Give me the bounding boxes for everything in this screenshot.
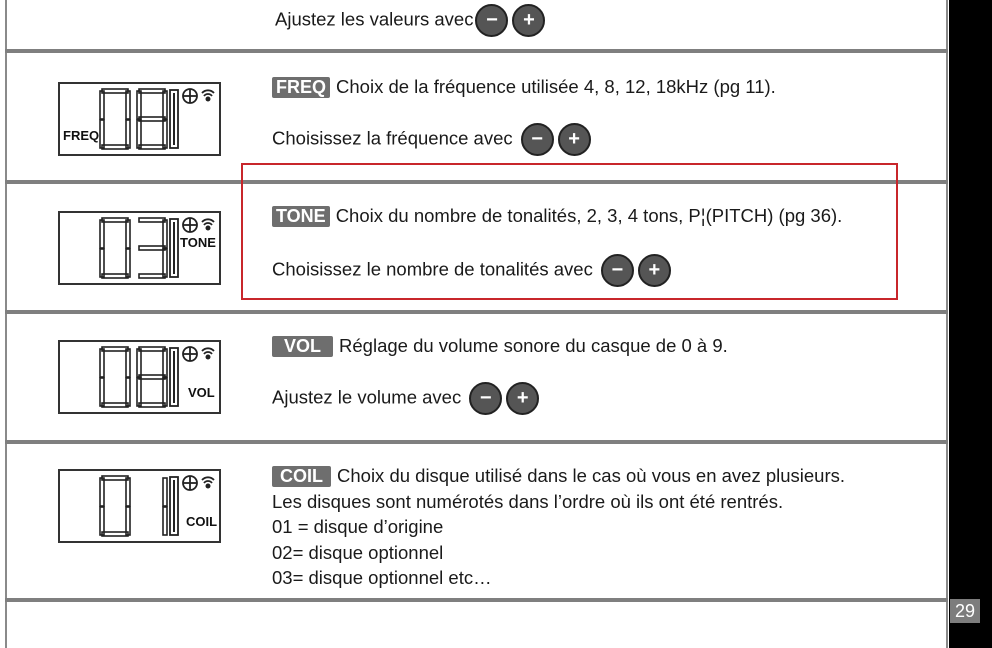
lcd-segment [100,249,104,277]
lcd-segment [102,145,128,149]
wireless-icon-arc [204,94,212,96]
lcd-label: TONE [180,235,216,250]
lcd-digits-graphic [60,471,220,541]
intro-line [275,4,545,37]
wireless-icon-arc [204,481,212,483]
tone-adjust-line [272,254,671,287]
coil-tag: COIL [272,466,331,487]
freq-adjust-line [272,123,591,156]
lcd-segment [139,89,165,93]
lcd-segment [102,274,128,278]
coil-line1: Choix du disque utilisé dans le cas où vous en avez plusieurs. [337,465,846,486]
lcd-segment [139,117,165,121]
lcd-segment [139,347,165,351]
lcd-segment [126,478,130,506]
lcd-segment [100,220,104,248]
lcd-segment [137,91,141,119]
lcd-segment [102,89,128,93]
lcd-segment [163,120,167,148]
lcd-digits-graphic [60,84,220,154]
lcd-label: FREQ [63,128,100,143]
lcd-digits-graphic [60,342,220,412]
lcd-display-tone [58,211,221,285]
wireless-icon-arc [202,90,214,93]
page-number: 29 [950,599,980,623]
wireless-icon [206,355,211,360]
lcd-segment [126,249,130,277]
lcd-segment [139,375,165,379]
lcd-segment [126,220,130,248]
lcd-segment [163,349,167,377]
lcd-segment [100,120,104,148]
freq-line2: Choisissez la fréquence avec [272,127,513,149]
lcd-segment [100,378,104,406]
lcd-segment [163,507,167,535]
lcd-segment [139,145,165,149]
lcd-segment [100,91,104,119]
vol-line1: Réglage du volume sonore du casque de 0 à 9. [339,335,728,356]
lcd-label: VOL [188,385,215,400]
coil-line: 01 = disque d’origine [272,516,444,537]
vol-description [272,335,728,357]
page-edge-bar [949,0,992,648]
lcd-segment [163,478,167,506]
lcd-segment [100,478,104,506]
lcd-bar-fill [173,480,175,532]
freq-description [272,76,776,98]
page-border-left [5,0,7,648]
lcd-segment [163,220,167,248]
plus-button: + [512,4,545,37]
tone-tag: TONE [272,206,330,227]
lcd-label: COIL [186,514,218,529]
page-border-right [946,0,948,648]
lcd-display-coil [58,469,221,543]
lcd-segment [126,378,130,406]
lcd-segment [126,507,130,535]
tone-description [272,205,842,227]
minus-button: − [521,123,554,156]
lcd-segment [137,120,141,148]
wireless-icon [206,484,211,489]
plus-button: + [506,382,539,415]
lcd-segment [139,274,165,278]
lcd-bar-fill [173,93,175,145]
vol-adjust-line [272,382,539,415]
lcd-segment [100,349,104,377]
lcd-segment [102,476,128,480]
wireless-icon-arc [202,477,214,480]
coil-description [272,463,845,591]
lcd-segment [137,378,141,406]
lcd-display-vol [58,340,221,414]
row-divider [5,440,948,444]
lcd-segment [139,218,165,222]
lcd-segment [126,349,130,377]
lcd-bar-fill [173,222,175,274]
lcd-segment [102,403,128,407]
lcd-bar-fill [173,351,175,403]
wireless-icon [206,97,211,102]
lcd-segment [102,532,128,536]
row-divider [5,598,948,602]
wireless-icon [206,226,211,231]
plus-button: + [638,254,671,287]
lcd-segment [163,378,167,406]
minus-button: − [601,254,634,287]
row-divider [5,49,948,53]
wireless-icon-arc [204,223,212,225]
lcd-segment [102,218,128,222]
coil-line: 03= disque optionnel etc… [272,567,492,588]
wireless-icon-arc [204,352,212,354]
vol-line2: Ajustez le volume avec [272,386,462,408]
lcd-segment [139,403,165,407]
freq-tag: FREQ [272,77,330,98]
lcd-display-freq [58,82,221,156]
vol-tag: VOL [272,336,333,357]
lcd-segment [163,91,167,119]
minus-button: − [469,382,502,415]
lcd-segment [126,120,130,148]
lcd-segment [100,507,104,535]
freq-line1: Choix de la fréquence utilisée 4, 8, 12, 18kHz (pg 11). [336,76,776,97]
lcd-segment [102,347,128,351]
intro-text: Ajustez les valeurs avec [275,8,474,30]
coil-line: 02= disque optionnel [272,541,444,563]
row-divider [5,310,948,314]
wireless-icon-arc [202,348,214,351]
lcd-segment [126,91,130,119]
plus-button: + [558,123,591,156]
lcd-segment [139,246,165,250]
tone-line2: Choisissez le nombre de tonalités avec [272,258,593,280]
lcd-segment [163,249,167,277]
wireless-icon-arc [202,219,214,222]
minus-button: − [475,4,508,37]
lcd-segment [137,349,141,377]
tone-line1: Choix du nombre de tonalités, 2, 3, 4 tons, P¦(PITCH) (pg 36). [335,205,843,226]
coil-line: Les disques sont numérotés dans l’ordre où ils ont été rentrés. [272,490,784,512]
